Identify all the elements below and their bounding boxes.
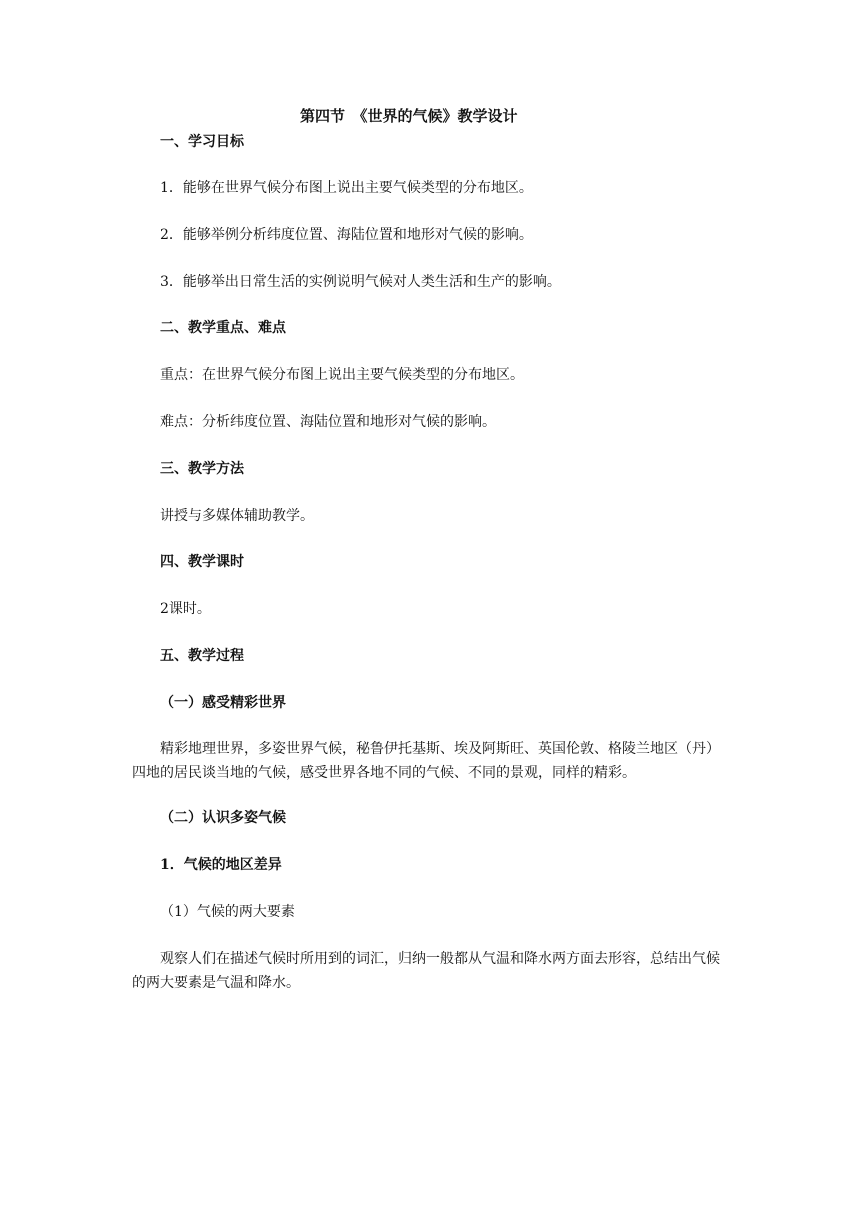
method-text: 讲授与多媒体辅助教学。 [160,508,314,524]
subsection-1-paragraph: 精彩地理世界，多姿世界气候，秘鲁伊托基斯、埃及阿斯旺、英国伦敦、格陵兰地区（丹）四地的居民谈当地的气候，感受世界各地不同的气候、不同的景观，同样的精彩。 [132,741,720,781]
objective-item-3: 3．能够举出日常生活的实例说明气候对人类生活和生产的影响。 [160,274,561,290]
subsection-2-paragraph: 观察人们在描述气候时所用到的词汇，归纳一般都从气温和降水两方面去形容，总结出气候的两大要素是气温和降水。 [132,951,720,991]
point-heading-1: 1．气候的地区差异 [160,857,282,873]
hours-text: 2课时。 [160,601,211,617]
subsection-heading-1: （一）感受精彩世界 [160,695,286,711]
objective-item-2: 2．能够举例分析纬度位置、海陆位置和地形对气候的影响。 [160,227,533,243]
document-title: 第四节 《世界的气候》教学设计 [300,107,518,125]
section-heading-hours: 四、教学课时 [160,554,244,570]
section-heading-objectives: 一、学习目标 [160,134,244,150]
point-subheading-1-1: （1）气候的两大要素 [160,904,295,920]
difficult-point-text: 难点：分析纬度位置、海陆位置和地形对气候的影响。 [160,414,496,430]
section-heading-key-points: 二、教学重点、难点 [160,320,286,336]
objective-item-1: 1．能够在世界气候分布图上说出主要气候类型的分布地区。 [160,180,533,196]
subsection-heading-2: （二）认识多姿气候 [160,810,286,826]
key-point-text: 重点：在世界气候分布图上说出主要气候类型的分布地区。 [160,367,524,383]
section-heading-method: 三、教学方法 [160,461,244,477]
section-heading-process: 五、教学过程 [160,648,244,664]
